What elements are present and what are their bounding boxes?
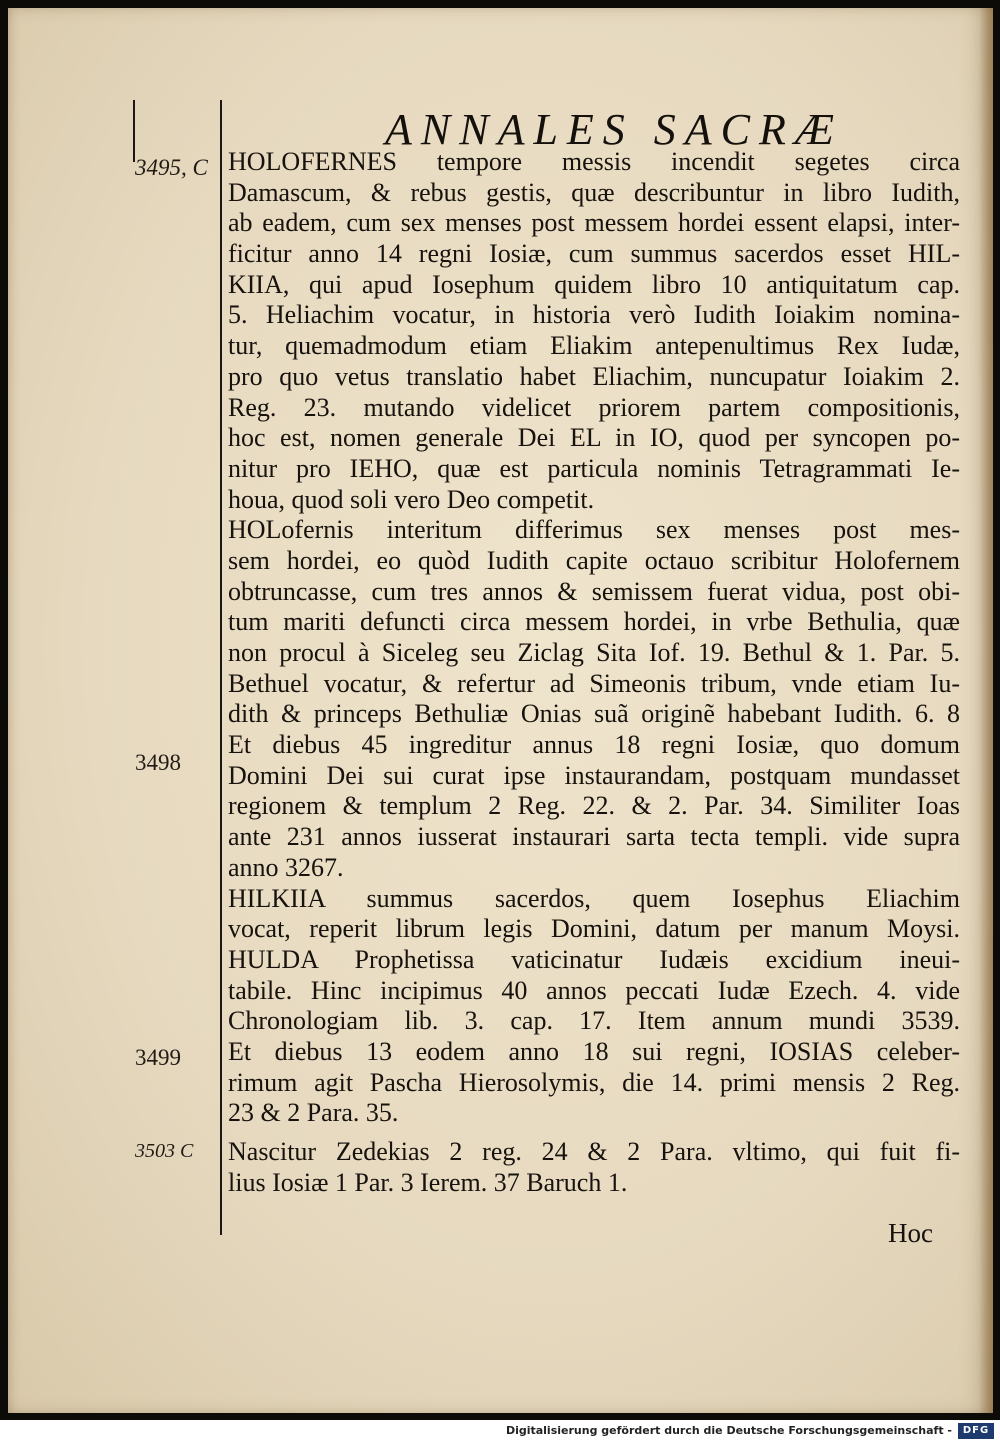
text-line: 23 & 2 Para. 35. — [228, 1098, 399, 1128]
text-line: pro quo vetus translatio habet Eliachim, nuncupatur Ioiakim 2. — [228, 361, 960, 391]
text-line: sem hordei, eo quòd Iudith capite octauo scribitur Holofernem — [228, 545, 960, 575]
running-head: ANNALES SACRÆ — [385, 105, 844, 154]
text-line: Bethuel vocatur, & refertur ad Simeonis tribum, vnde etiam Iu- — [228, 668, 960, 698]
text-line: ante 231 annos iusserat instaurari sarta tecta templi. vide supra — [228, 822, 960, 852]
text-line: tabile. Hinc incipimus 40 annos peccati Iudæ Ezech. 4. vide — [228, 975, 960, 1005]
text-line: Chronologiam lib. 3. cap. 17. Item annum mundi 3539. — [228, 1006, 960, 1036]
text-line: vocat, reperit librum legis Domini, datum per manum Moysi. — [228, 914, 960, 944]
text-line: rimum agit Pascha Hierosolymis, die 14. primi mensis 2 Reg. — [228, 1067, 960, 1097]
text-line: 5. Heliachim vocatur, in historia verò Iudith Ioiakim nomina- — [228, 300, 960, 330]
text-line: regionem & templum 2 Reg. 22. & 2. Par. 34. Similiter Ioas — [228, 791, 960, 821]
text-line: tum mariti defuncti circa messem hordei, in vrbe Bethulia, quæ — [228, 607, 960, 637]
margin-year: 3495, C — [135, 155, 208, 180]
paragraph — [228, 1037, 960, 1129]
margin-rule-top — [133, 100, 135, 162]
text-line: HOLofernis interitum differimus sex menses post mes- — [228, 515, 960, 545]
dfg-logo-icon: DFG — [958, 1423, 994, 1439]
text-line: tur, quemadmodum etiam Eliakim antepenultimus Rex Iudæ, — [228, 331, 960, 361]
paragraph — [228, 884, 960, 945]
text-line: Reg. 23. mutando videlicet priorem partem compositionis, — [228, 392, 960, 422]
text-line: HULDA Prophetissa vaticinatur Iudæis excidium ineui- — [228, 944, 960, 974]
body-text — [228, 147, 960, 1198]
text-line: HOLOFERNES tempore messis incendit segetes circa — [228, 147, 960, 176]
text-line: KIIA, qui apud Iosephum quidem libro 10 antiquitatum cap. — [228, 269, 960, 299]
text-line: Domini Dei sui curat ipse instaurandam, postquam mundasset — [228, 760, 960, 790]
text-line: lius Iosiæ 1 Par. 3 Ierem. 37 Baruch 1. — [228, 1167, 628, 1197]
paragraph — [228, 945, 960, 1037]
margin-year: 3498 — [135, 750, 181, 775]
text-line: obtruncasse, cum tres annos & semissem fuerat vidua, post obi- — [228, 576, 960, 606]
text-line: Et diebus 13 eodem anno 18 sui regni, IOSIAS celeber- — [228, 1036, 960, 1066]
margin-year: 3503 C — [135, 1140, 194, 1162]
text-line: HILKIIA summus sacerdos, quem Iosephus Eliachim — [228, 883, 960, 913]
paragraph — [228, 1137, 960, 1198]
catchword: Hoc — [888, 1218, 933, 1248]
paragraph — [228, 515, 960, 730]
text-line: anno 3267. — [228, 852, 344, 882]
text-line: Et diebus 45 ingreditur annus 18 regni Iosiæ, quo domum — [228, 730, 960, 760]
paragraph — [228, 147, 960, 515]
footer-bar — [0, 1420, 1000, 1444]
text-line: hoc est, nomen generale Dei EL in IO, quod per syncopen po- — [228, 423, 960, 453]
text-line: houa, quod soli vero Deo competit. — [228, 484, 595, 514]
text-line: ficitur anno 14 regni Iosiæ, cum summus sacerdos esset HIL- — [228, 239, 960, 269]
text-line: non procul à Siceleg seu Ziclag Sita Iof. 19. Bethul & 1. Par. 5. — [228, 638, 960, 667]
text-line: Nascitur Zedekias 2 reg. 24 & 2 Para. vltimo, qui fuit fi- — [228, 1137, 960, 1166]
text-line: dith & princeps Bethuliæ Onias suã originẽ habebant Iudith. 6. 8 — [228, 699, 960, 729]
margin-year: 3499 — [135, 1045, 181, 1070]
text-line: nitur pro IEHO, quæ est particula nominis Tetragrammati Ie- — [228, 453, 960, 483]
text-line: Damascum, & rebus gestis, quæ describuntur in libro Iudith, — [228, 177, 960, 207]
text-line: ab eadem, cum sex menses post messem hordei essent elapsi, inter- — [228, 208, 960, 238]
funding-credit: Digitalisierung gefördert durch die Deutsche Forschungsgemeinschaft - — [505, 1424, 952, 1437]
page-gutter-shadow — [979, 8, 993, 1413]
paragraph — [228, 730, 960, 883]
